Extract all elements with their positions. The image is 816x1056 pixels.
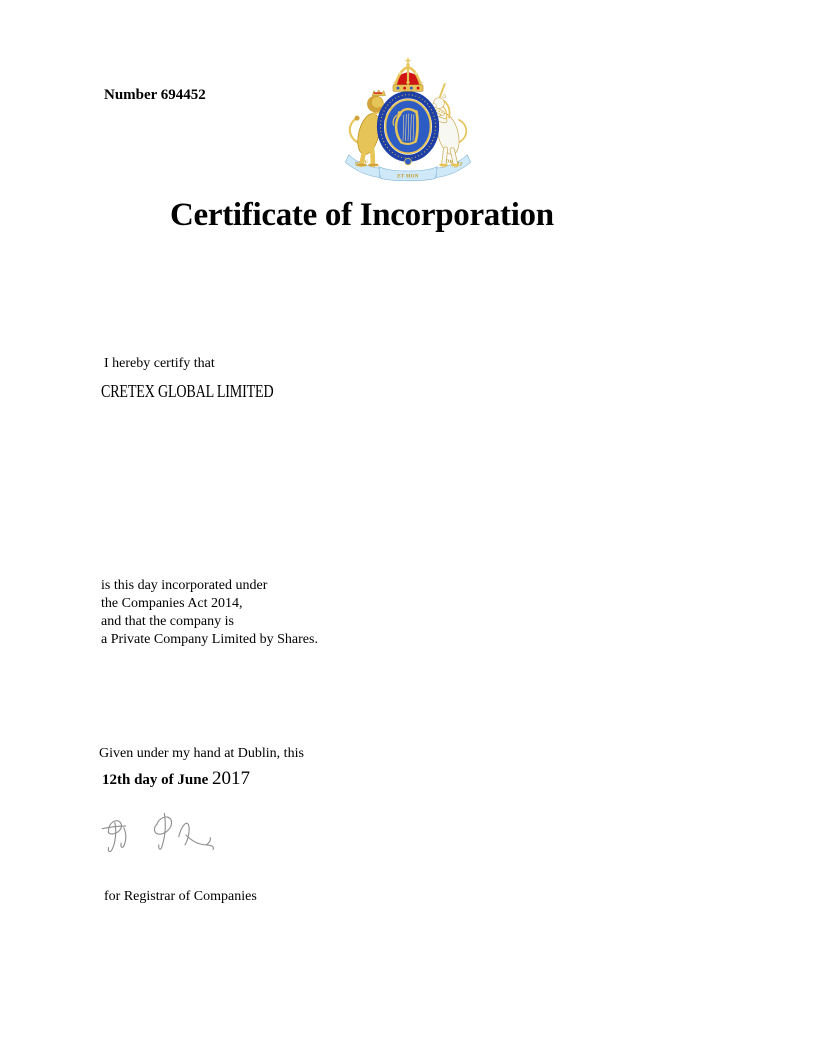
incorporation-statement [101, 577, 318, 649]
crown-icon [393, 58, 423, 91]
date-line [102, 768, 250, 790]
company-name: CRETEX GLOBAL LIMITED [101, 381, 274, 401]
svg-text:ET MON: ET MON [397, 174, 419, 180]
date-year: 2017 [212, 768, 251, 789]
registrar-signature-icon [99, 808, 217, 862]
registrar-line: for Registrar of Companies [104, 889, 257, 904]
statement-line: and that the company is [101, 614, 234, 629]
statement-line: the Companies Act 2014, [101, 596, 243, 611]
unicorn-supporter [425, 84, 466, 165]
date-phrase: 12th day of June [102, 772, 209, 788]
page-title: Certificate of Incorporation [170, 197, 554, 233]
certify-line: I hereby certify that [104, 356, 215, 371]
company-number: Number 694452 [104, 87, 206, 103]
given-under-hand-line: Given under my hand at Dublin, this [99, 746, 304, 761]
royal-coat-of-arms-icon [337, 56, 479, 182]
statement-line: is this day incorporated under [101, 578, 268, 593]
harp-shield [380, 95, 435, 165]
svg-text:DROIT: DROIT [444, 159, 464, 169]
statement-line: a Private Company Limited by Shares. [101, 632, 318, 647]
svg-text:DIEU: DIEU [354, 159, 370, 168]
